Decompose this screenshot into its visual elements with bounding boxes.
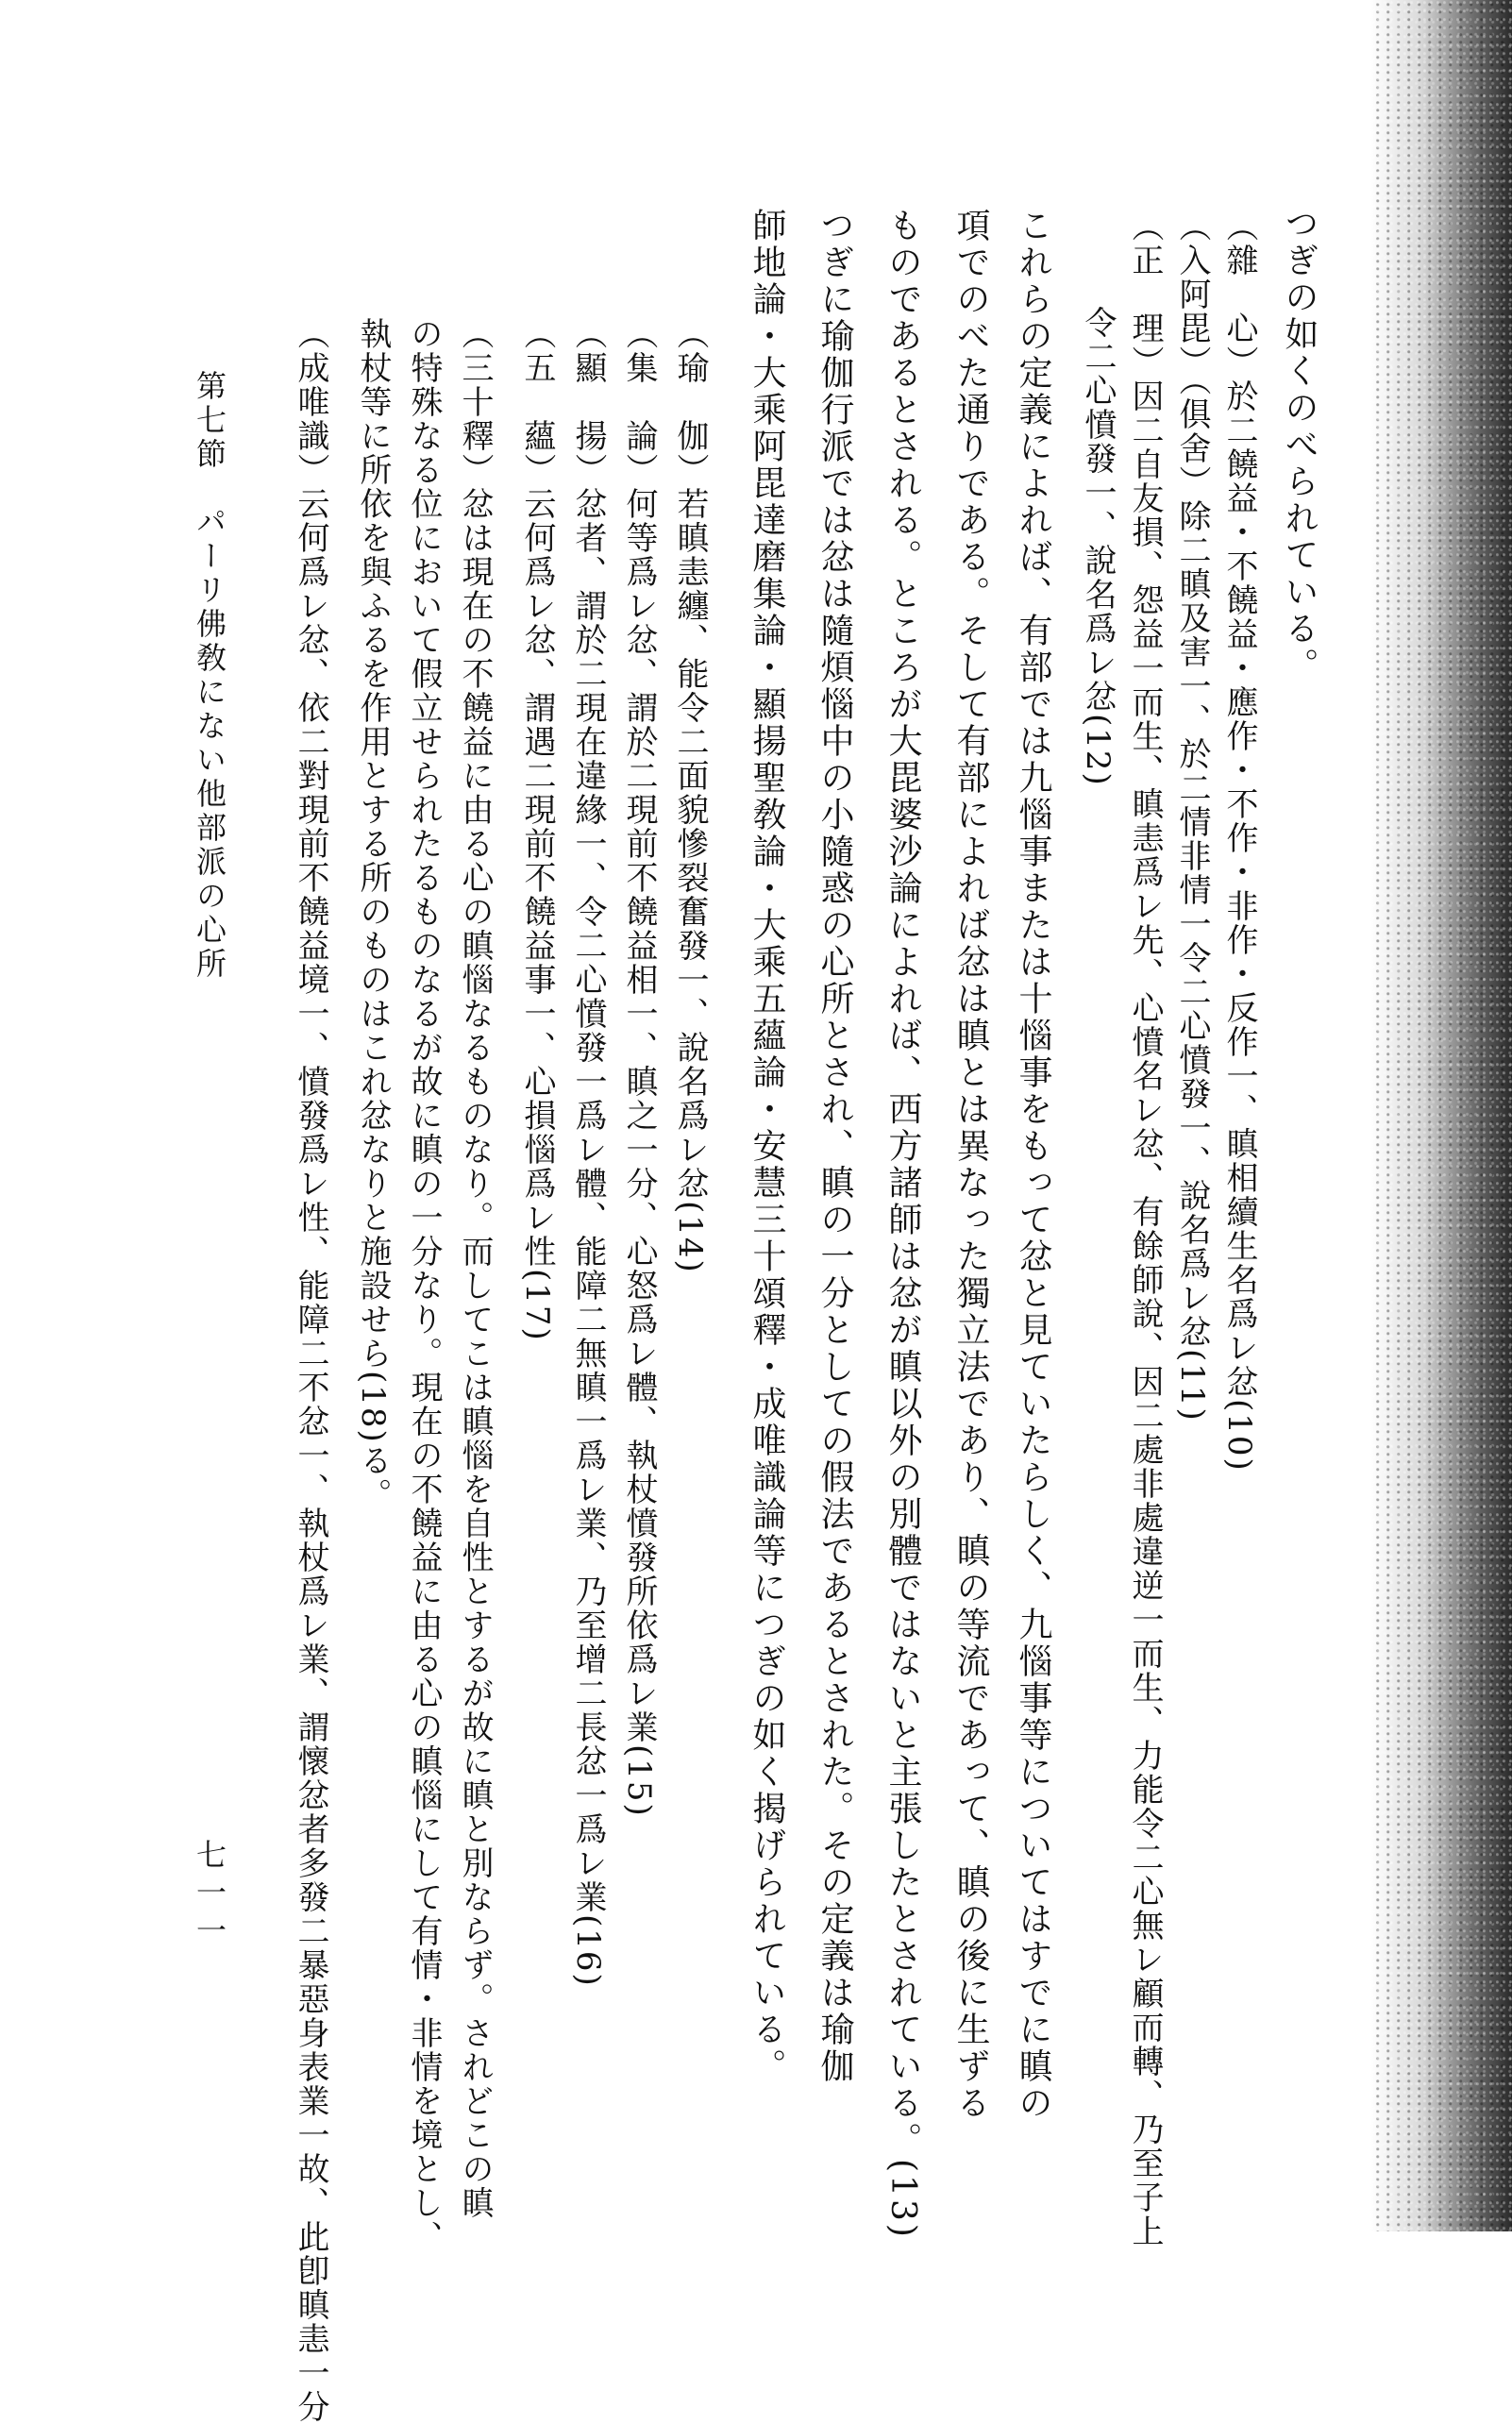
citation-kenyo: （顯 揚）忿者、謂於二現在違緣一、令二心憤發一爲レ體、能障二無瞋一爲レ業、乃至增二長忿一爲レ業(16) — [569, 317, 607, 1988]
text-column-3: 項でのべた通りである。そして有部によれば忿は瞋とは異なった獨立法であり、瞋の等流であって、瞋の後に生ずる — [951, 208, 990, 2122]
scan-edge-noise — [1370, 0, 1512, 2231]
citation-yuga: （瑜 伽）若瞋恚纏、能令二面貌慘裂奮發一、說名爲レ忿(14) — [671, 317, 709, 1274]
text-column-1: つぎの如くのべられている。 — [1280, 206, 1319, 684]
running-header: 第七節 パーリ佛敎にない他部派の心所 — [192, 370, 227, 982]
citation-jouyuishiki: （成唯識）云何爲レ忿、依二對現前不饒益境一、憤發爲レ性、能障二不忿一、執杖爲レ業、謂懷忿者多發二暴惡身表業一故、此卽瞋恚一分 — [292, 317, 329, 2424]
text-column-4: ものであるとされる。ところが大毘婆沙論によれば、西方諸師は忿が瞋以外の別體ではないと主張したとされている。(13) — [883, 208, 922, 2240]
citation-shori-cont: 令二心憤發一、說名爲レ忿(12) — [1079, 306, 1117, 787]
citation-sanjushaku-cont2: 執杖等に所依を與ふるを作用とする所のものはこれ忿なりと施設せら(18)る。 — [354, 317, 392, 1512]
text-column-6: 師地論・大乘阿毘達磨集論・顯揚聖敎論・大乘五蘊論・安慧三十頌釋・成唯識論等につぎの如く揭げられている。 — [748, 208, 786, 2085]
citation-shuron: （集 論）何等爲レ忿、謂於二現前不饒益相一、瞋之一分、心怒爲レ體、執杖憤發所依爲レ業(15) — [620, 317, 658, 1818]
citation-nyuabi: （入阿毘）（俱舍）除二瞋及害一、於二情非情一令二心憤發一、說名爲レ忿(11) — [1173, 210, 1211, 1422]
citation-zashin: （雜 心）於二饒益・不饒益・應作・不作・非作・反作一、瞋相續生名爲レ忿(10) — [1220, 210, 1258, 1473]
citation-sanjushaku: （三十釋）忿は現在の不饒益に由る心の瞋惱なるものなり。而してこは瞋惱を自性とするが故に瞋と別ならず。されどこの瞋 — [456, 317, 494, 2220]
text-column-2: これらの定義によれば、有部では九惱事または十惱事をもって忿と見ていたらしく、九惱事等についてはすでに瞋の — [1014, 208, 1052, 2122]
page-number: 七一一 — [192, 1839, 227, 1952]
text-column-5: つぎに瑜伽行派では忿は隨煩惱中の小隨惑の心所とされ、瞋の一分としての假法であるとされた。その定義は瑜伽 — [815, 208, 854, 2085]
citation-sanjushaku-cont1: の特殊なる位において假立せられたるものなるが故に瞋の一分なり。現在の不饒益に由る心の瞋惱にして有情・非情を境とし、 — [405, 317, 443, 2254]
citation-goun: （五 蘊）云何爲レ忿、謂遇二現前不饒益事一、心損惱爲レ性(17) — [518, 317, 556, 1342]
citation-shori: （正 理）因二自友損、怨益一而生、瞋恚爲レ先、心憤名レ忿、有餘師說、因二處非處違逆一而生、力能令二心無レ顧而轉、乃至子上 — [1126, 210, 1164, 2248]
